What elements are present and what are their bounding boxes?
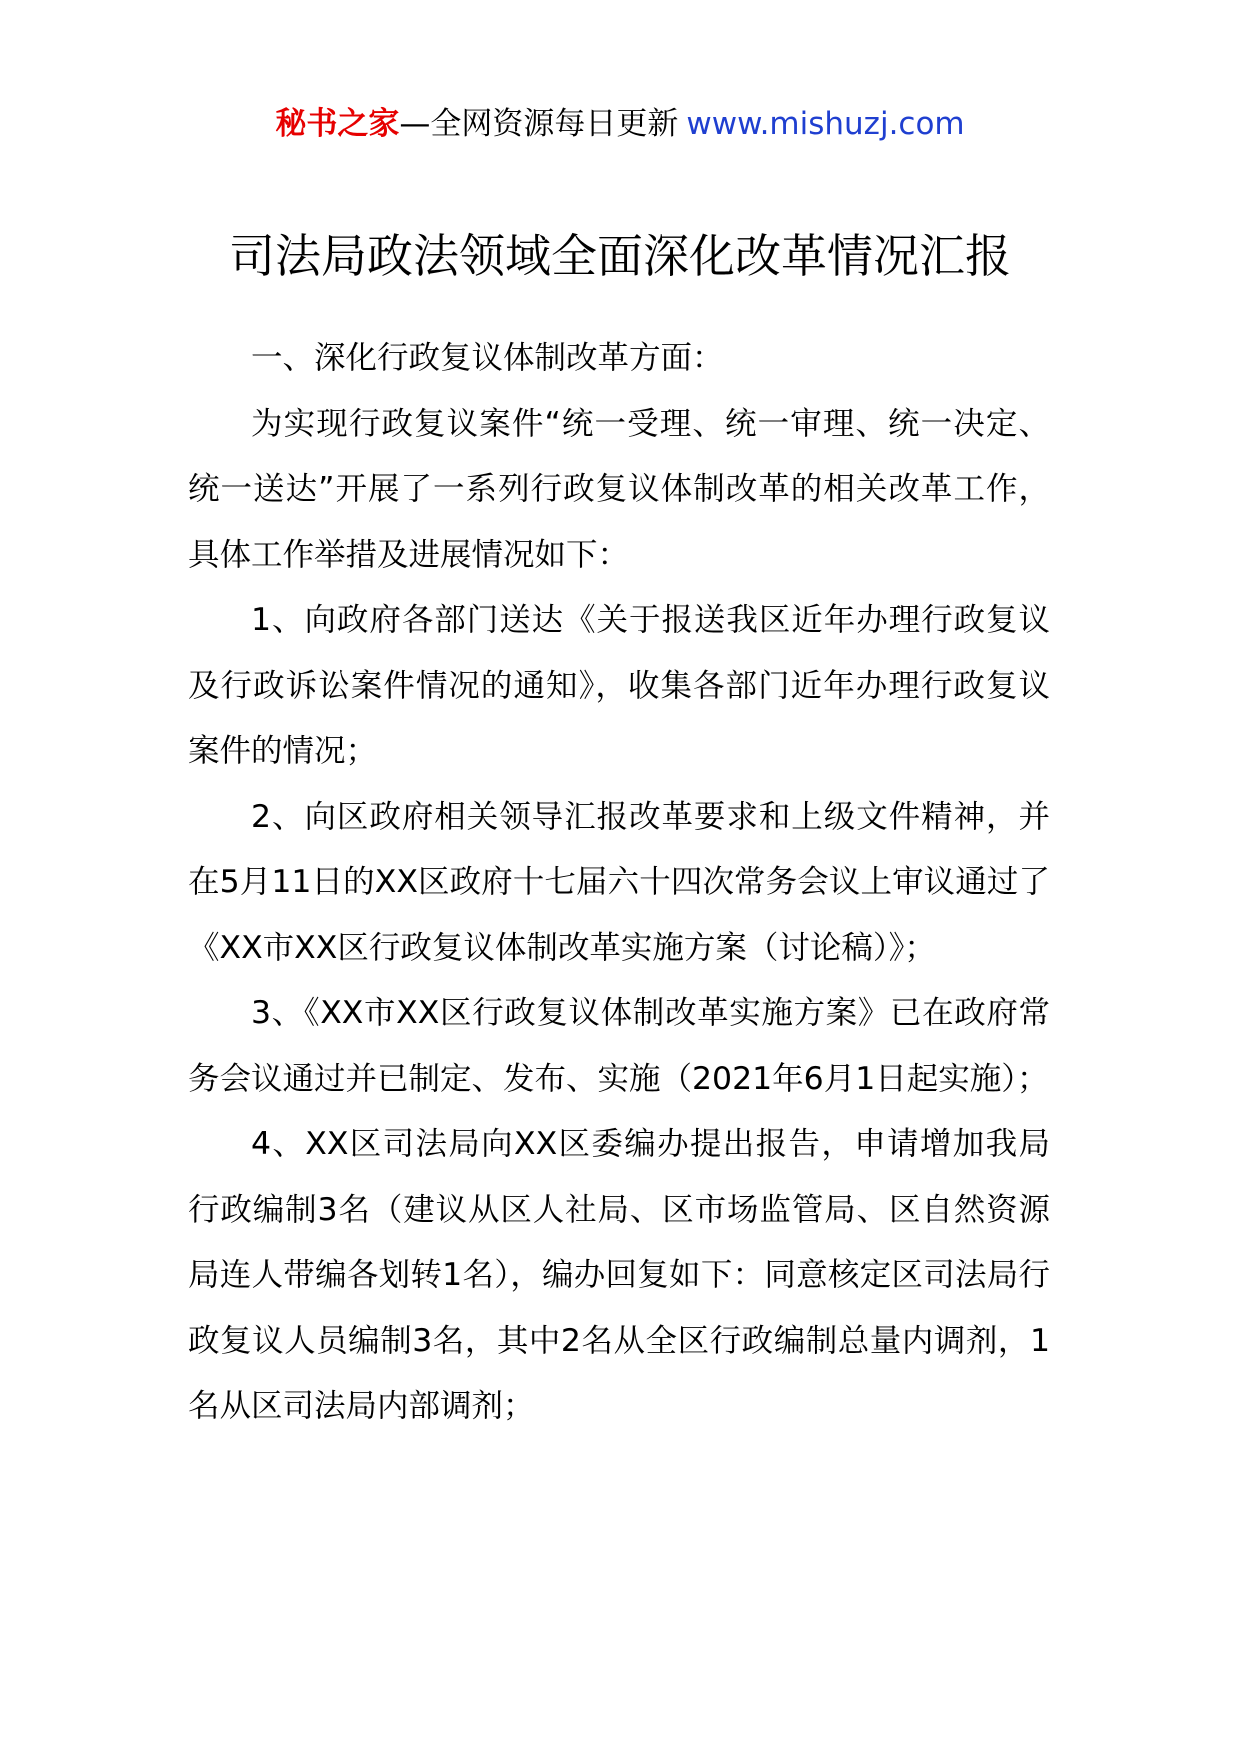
paragraph: 2、向区政府相关领导汇报改革要求和上级文件精神，并在5月11日的XX区政府十七届六十四次常务会议上审议通过了《XX市XX区行政复议体制改革实施方案（讨论稿）》；: [188, 798, 1050, 966]
paragraph: 1、向政府各部门送达《关于报送我区近年办理行政复议及行政诉讼案件情况的通知》，收集各部门近年办理行政复议案件的情况；: [188, 602, 1050, 769]
header-tagline: —全网资源每日更新: [399, 106, 679, 142]
document-title: 司法局政法领域全面深化改革情况汇报: [229, 229, 1011, 283]
section-heading: 一、深化行政复议体制改革方面：: [251, 340, 724, 376]
website-link[interactable]: www.mishuzj.com: [686, 106, 965, 142]
brand-name: 秘书之家: [275, 106, 400, 142]
paragraph: 为实现行政复议案件“统一受理、统一审理、统一决定、统一送达”开展了一系列行政复议体制改革的相关改革工作，具体工作举措及进展情况如下：: [188, 405, 1050, 573]
paragraph: 4、XX区司法局向XX区委编办提出报告，申请增加我局行政编制3名（建议从区人社局、区市场监管局、区自然资源局连人带编各划转1名），编办回复如下：同意核定区司法局行政复议人员编制3名，其中2名从全区行政编制总量内调剂，1名从区司法局内部调剂；: [188, 1126, 1050, 1424]
document-body: [188, 326, 1050, 1440]
paragraph: 3、《XX市XX区行政复议体制改革实施方案》已在政府常务会议通过并已制定、发布、实施（2021年6月1日起实施）；: [188, 995, 1050, 1097]
site-header: [0, 104, 1240, 144]
